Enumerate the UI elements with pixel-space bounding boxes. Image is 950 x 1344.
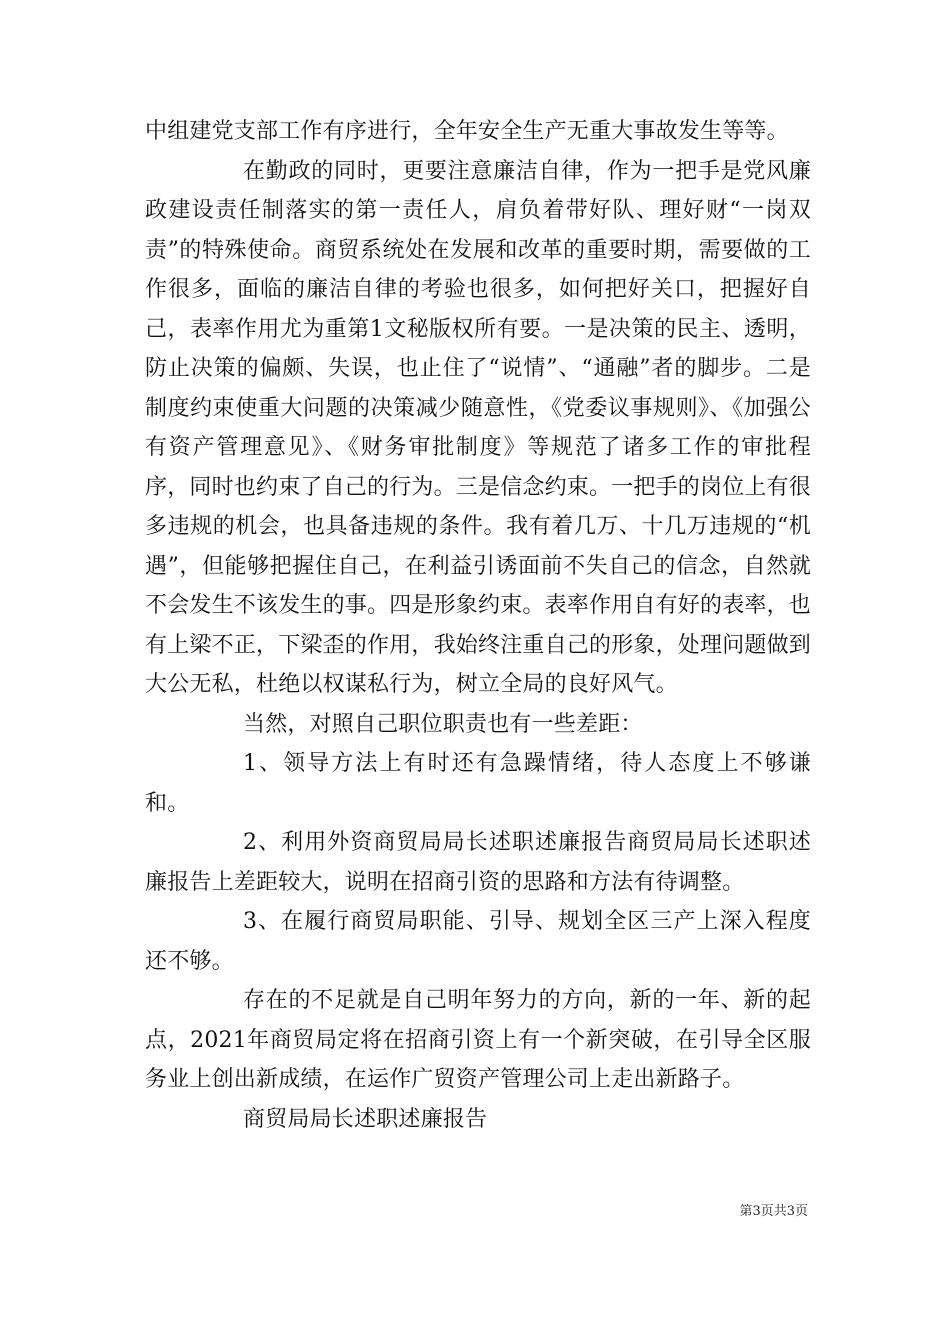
paragraph-report-title: 商贸局局长述职述廉报告 xyxy=(243,1106,488,1132)
paragraph-continuation: 中组建党支部工作有序进行，全年安全生产无重大事故发生等等。 xyxy=(145,119,789,144)
paragraph-gap-1: 1、领导方法上有时还有急躁情绪，待人态度上不够谦和。 xyxy=(145,751,811,816)
paragraph-integrity: 在勤政的同时，更要注意廉洁自律，作为一把手是党风廉政建设责任制落实的第一责任人，肩负着带好队、理好财“一岗双责”的特殊使命。商贸系统处在发展和改革的重要时期，需要做的工作很多，面临的廉洁自律的考验也很多，如何把好关口，把握好自己，表率作用尤为重第1文秘版权所有要。一是决策的民主、透明，防止决策的偏颇、失误，也止住了“说情”、“通融”者的脚步。二是制度约束使重大问题的决策减少随意性，《党委议事规则》、《加强公有资产管理意见》、《财务审批制度》等规范了诸多工作的审批程序，同时也约束了自己的行为。三是信念约束。一把手的岗位上有很多违规的机会，也具备违规的条件。我有着几万、十几万违规的“机遇”，但能够把握住自己，在利益引诱面前不失自己的信念，自然就不会发生不该发生的事。四是形象约束。表率作用自有好的表率，也有上梁不正，下梁歪的作用，我始终注重自己的形象，处理问题做到大公无私，杜绝以权谋私行为，树立全局的良好风气。 xyxy=(145,158,812,697)
paragraph-outlook: 存在的不足就是自己明年努力的方向，新的一年、新的起点，2021年商贸局定将在招商引资上有一个新突破，在引导全区服务业上创出新成绩，在运作广贸资产管理公司上走出新路子。 xyxy=(145,988,811,1092)
paragraph-gap-3: 3、在履行商贸局职能、引导、规划全区三产上深入程度还不够。 xyxy=(145,909,811,974)
document-body xyxy=(145,112,811,1139)
page-number-footer: 第3页共3页 xyxy=(739,1204,808,1219)
paragraph-gaps-intro: 当然，对照自己职位职责也有一些差距： xyxy=(243,711,643,737)
paragraph-gap-2: 2、利用外资商贸局局长述职述廉报告商贸局局长述职述廉报告上差距较大，说明在招商引资的思路和方法有待调整。 xyxy=(145,830,811,895)
